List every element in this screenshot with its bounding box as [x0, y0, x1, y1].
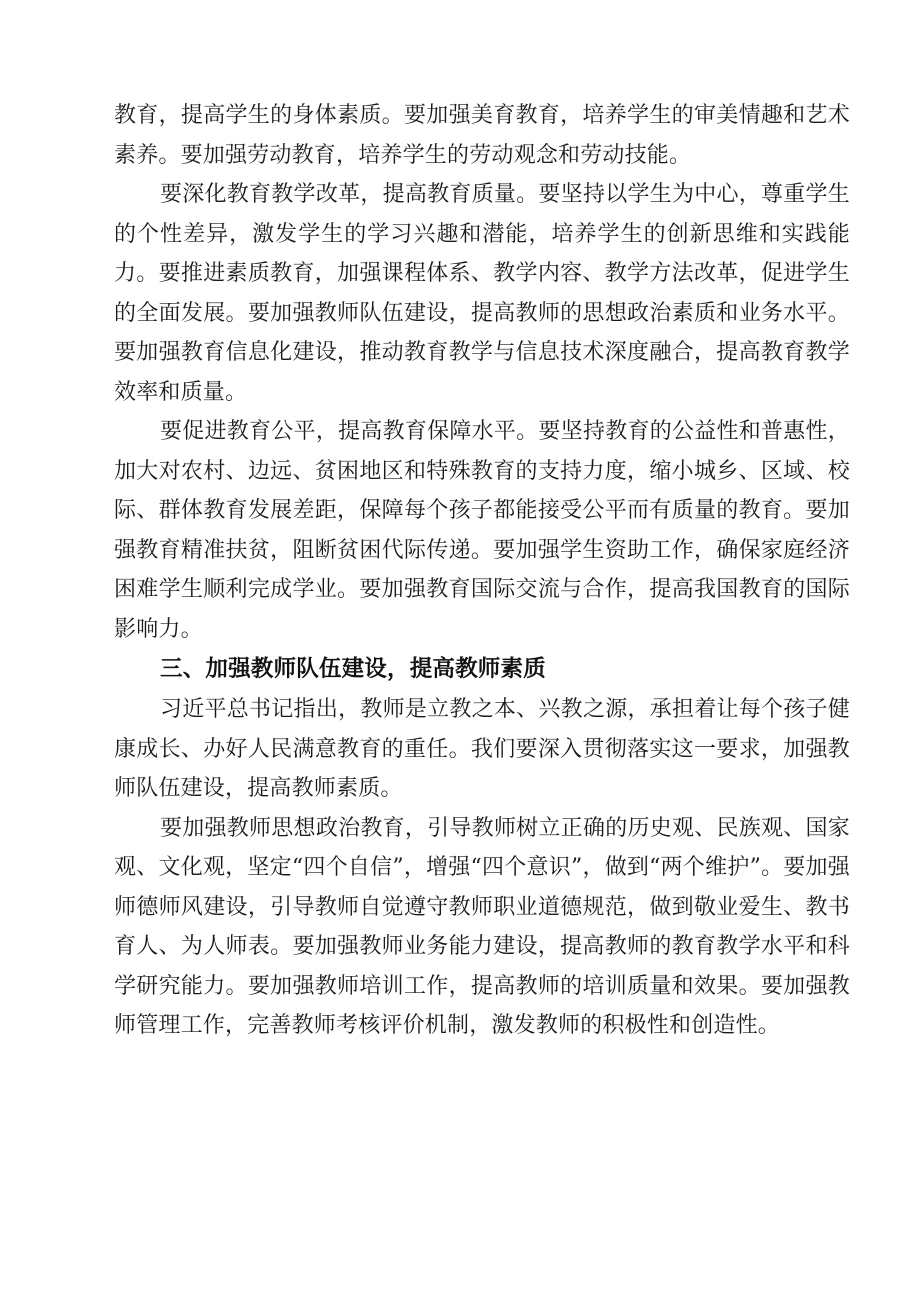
section-heading: 三、加强教师队伍建设，提高教师素质 [160, 656, 546, 682]
paragraph-continued-education: 教育，提高学生的身体素质。要加强美育教育，培养学生的审美情趣和艺术素养。要加强劳动教育，培养学生的劳动观念和劳动技能。 [114, 103, 850, 168]
paragraph-teaching-reform: 要深化教育教学改革，提高教育质量。要坚持以学生为中心，尊重学生的个性差异，激发学生的学习兴趣和潜能，培养学生的创新思维和实践能力。要推进素质教育，加强课程体系、教学内容、教学方法改革，促进学生的全面发展。要加强教师队伍建设，提高教师的思想政治素质和业务水平。要加强教育信息化建设，推动教育教学与信息技术深度融合，提高教育教学效率和质量。 [114, 182, 850, 405]
paragraph-education-equity: 要促进教育公平，提高教育保障水平。要坚持教育的公益性和普惠性，加大对农村、边远、贫困地区和特殊教育的支持力度，缩小城乡、区域、校际、群体教育发展差距，保障每个孩子都能接受公平而有质量的教育。要加强教育精准扶贫，阻断贫困代际传递。要加强学生资助工作，确保家庭经济困难学生顺利完成学业。要加强教育国际交流与合作，提高我国教育的国际影响力。 [114, 419, 850, 642]
paragraph-teacher-development: 要加强教师思想政治教育，引导教师树立正确的历史观、民族观、国家观、文化观，坚定“四个自信”，增强“四个意识”，做到“两个维护”。要加强师德师风建设，引导教师自觉遵守教师职业道德规范，做到敬业爱生、教书育人、为人师表。要加强教师业务能力建设，提高教师的教育教学水平和科学研究能力。要加强教师培训工作，提高教师的培训质量和效果。要加强教师管理工作，完善教师考核评价机制，激发教师的积极性和创造性。 [114, 815, 850, 1038]
paragraph-teacher-role: 习近平总书记指出，教师是立教之本、兴教之源，承担着让每个孩子健康成长、办好人民满意教育的重任。我们要深入贯彻落实这一要求，加强教师队伍建设，提高教师素质。 [114, 697, 850, 801]
document-body [114, 96, 850, 1046]
